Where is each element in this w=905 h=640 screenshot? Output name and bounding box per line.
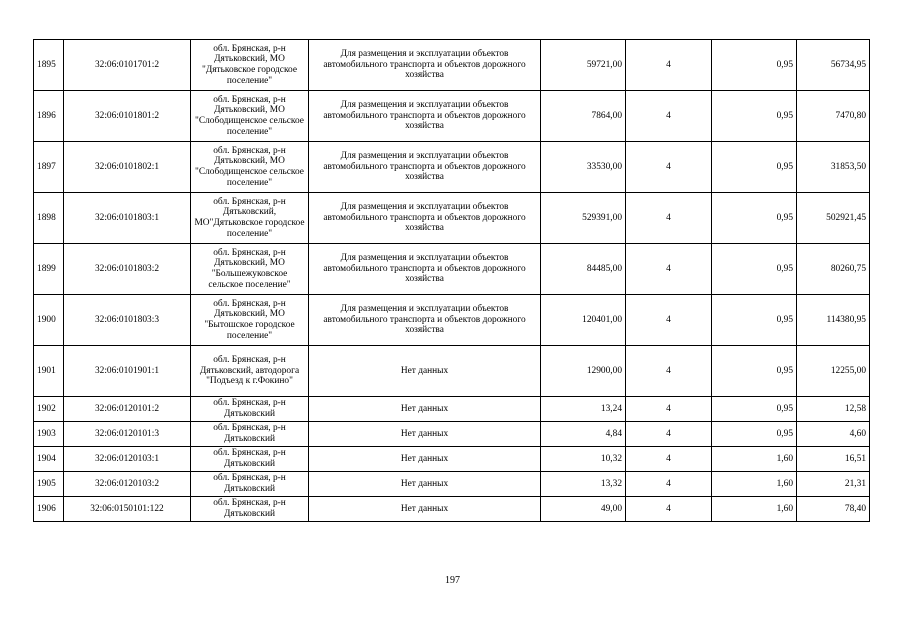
address-cell: обл. Брянская, р-н Дятьковский, МО "Бытошское городское поселение" [191,295,309,346]
coefficient-cell: 1,60 [712,447,797,472]
cadastral-number-cell: 32:06:0120103:1 [64,447,191,472]
cadastral-number-cell: 32:06:0101801:2 [64,91,191,142]
cadastral-number-cell: 32:06:0120103:2 [64,472,191,497]
address-cell: обл. Брянская, р-н Дятьковский, МО "Слободищенское сельское поселение" [191,91,309,142]
coefficient-cell: 1,60 [712,472,797,497]
address-cell: обл. Брянская, р-н Дятьковский [191,397,309,422]
table-row [34,40,870,91]
permitted-use-cell: Нет данных [309,497,541,522]
permitted-use-cell: Нет данных [309,472,541,497]
coefficient-cell: 0,95 [712,40,797,91]
permitted-use-cell: Для размещения и эксплуатации объектов автомобильного транспорта и объектов дорожного хозяйства [309,40,541,91]
land-register-table [33,39,870,522]
category-cell: 4 [626,346,712,397]
table-row [34,397,870,422]
coefficient-cell: 0,95 [712,91,797,142]
permitted-use-cell: Нет данных [309,447,541,472]
category-cell: 4 [626,40,712,91]
address-cell: обл. Брянская, р-н Дятьковский, МО "Дятьковское городское поселение" [191,40,309,91]
permitted-use-cell: Для размещения и эксплуатации объектов автомобильного транспорта и объектов дорожного хозяйства [309,244,541,295]
coefficient-cell: 0,95 [712,142,797,193]
value-cell: 4,60 [797,422,870,447]
cadastral-number-cell: 32:06:0120101:3 [64,422,191,447]
area-cell: 7864,00 [541,91,626,142]
category-cell: 4 [626,244,712,295]
table-row [34,447,870,472]
value-cell: 31853,50 [797,142,870,193]
cadastral-number-cell: 32:06:0101901:1 [64,346,191,397]
address-cell: обл. Брянская, р-н Дятьковский [191,472,309,497]
category-cell: 4 [626,472,712,497]
address-cell: обл. Брянская, р-н Дятьковский, МО "Большежуковское сельское поселение" [191,244,309,295]
value-cell: 12,58 [797,397,870,422]
table-row [34,244,870,295]
value-cell: 78,40 [797,497,870,522]
coefficient-cell: 0,95 [712,244,797,295]
address-cell: обл. Брянская, р-н Дятьковский, автодорога "Подъезд к г.Фокино" [191,346,309,397]
permitted-use-cell: Нет данных [309,346,541,397]
value-cell: 114380,95 [797,295,870,346]
category-cell: 4 [626,142,712,193]
value-cell: 21,31 [797,472,870,497]
value-cell: 80260,75 [797,244,870,295]
category-cell: 4 [626,91,712,142]
category-cell: 4 [626,397,712,422]
value-cell: 502921,45 [797,193,870,244]
coefficient-cell: 0,95 [712,193,797,244]
area-cell: 12900,00 [541,346,626,397]
row-number-cell: 1904 [34,447,64,472]
value-cell: 16,51 [797,447,870,472]
row-number-cell: 1905 [34,472,64,497]
row-number-cell: 1899 [34,244,64,295]
table-row [34,193,870,244]
cadastral-number-cell: 32:06:0150101:122 [64,497,191,522]
row-number-cell: 1902 [34,397,64,422]
permitted-use-cell: Для размещения и эксплуатации объектов автомобильного транспорта и объектов дорожного хозяйства [309,91,541,142]
table-row [34,472,870,497]
row-number-cell: 1896 [34,91,64,142]
area-cell: 13,32 [541,472,626,497]
category-cell: 4 [626,447,712,472]
category-cell: 4 [626,295,712,346]
row-number-cell: 1898 [34,193,64,244]
table-row [34,295,870,346]
address-cell: обл. Брянская, р-н Дятьковский, МО "Слободищенское сельское поселение" [191,142,309,193]
area-cell: 13,24 [541,397,626,422]
address-cell: обл. Брянская, р-н Дятьковский [191,497,309,522]
coefficient-cell: 0,95 [712,295,797,346]
category-cell: 4 [626,422,712,447]
permitted-use-cell: Для размещения и эксплуатации объектов автомобильного транспорта и объектов дорожного хозяйства [309,193,541,244]
cadastral-number-cell: 32:06:0101701:2 [64,40,191,91]
cadastral-number-cell: 32:06:0101803:3 [64,295,191,346]
row-number-cell: 1906 [34,497,64,522]
area-cell: 59721,00 [541,40,626,91]
area-cell: 49,00 [541,497,626,522]
area-cell: 84485,00 [541,244,626,295]
cadastral-number-cell: 32:06:0120101:2 [64,397,191,422]
coefficient-cell: 1,60 [712,497,797,522]
cadastral-number-cell: 32:06:0101802:1 [64,142,191,193]
cadastral-number-cell: 32:06:0101803:1 [64,193,191,244]
value-cell: 12255,00 [797,346,870,397]
value-cell: 7470,80 [797,91,870,142]
area-cell: 529391,00 [541,193,626,244]
area-cell: 10,32 [541,447,626,472]
row-number-cell: 1895 [34,40,64,91]
category-cell: 4 [626,497,712,522]
area-cell: 4,84 [541,422,626,447]
table-row [34,346,870,397]
row-number-cell: 1897 [34,142,64,193]
page-number: 197 [445,575,460,586]
table-row [34,91,870,142]
table-row [34,142,870,193]
permitted-use-cell: Для размещения и эксплуатации объектов автомобильного транспорта и объектов дорожного хозяйства [309,142,541,193]
address-cell: обл. Брянская, р-н Дятьковский, МО"Дятьковское городское поселение" [191,193,309,244]
cadastral-number-cell: 32:06:0101803:2 [64,244,191,295]
table-body [34,40,870,522]
area-cell: 120401,00 [541,295,626,346]
coefficient-cell: 0,95 [712,397,797,422]
table-row [34,422,870,447]
row-number-cell: 1903 [34,422,64,447]
value-cell: 56734,95 [797,40,870,91]
coefficient-cell: 0,95 [712,422,797,447]
category-cell: 4 [626,193,712,244]
area-cell: 33530,00 [541,142,626,193]
address-cell: обл. Брянская, р-н Дятьковский [191,447,309,472]
coefficient-cell: 0,95 [712,346,797,397]
table-row [34,497,870,522]
permitted-use-cell: Нет данных [309,422,541,447]
address-cell: обл. Брянская, р-н Дятьковский [191,422,309,447]
row-number-cell: 1900 [34,295,64,346]
permitted-use-cell: Для размещения и эксплуатации объектов автомобильного транспорта и объектов дорожного хозяйства [309,295,541,346]
row-number-cell: 1901 [34,346,64,397]
permitted-use-cell: Нет данных [309,397,541,422]
